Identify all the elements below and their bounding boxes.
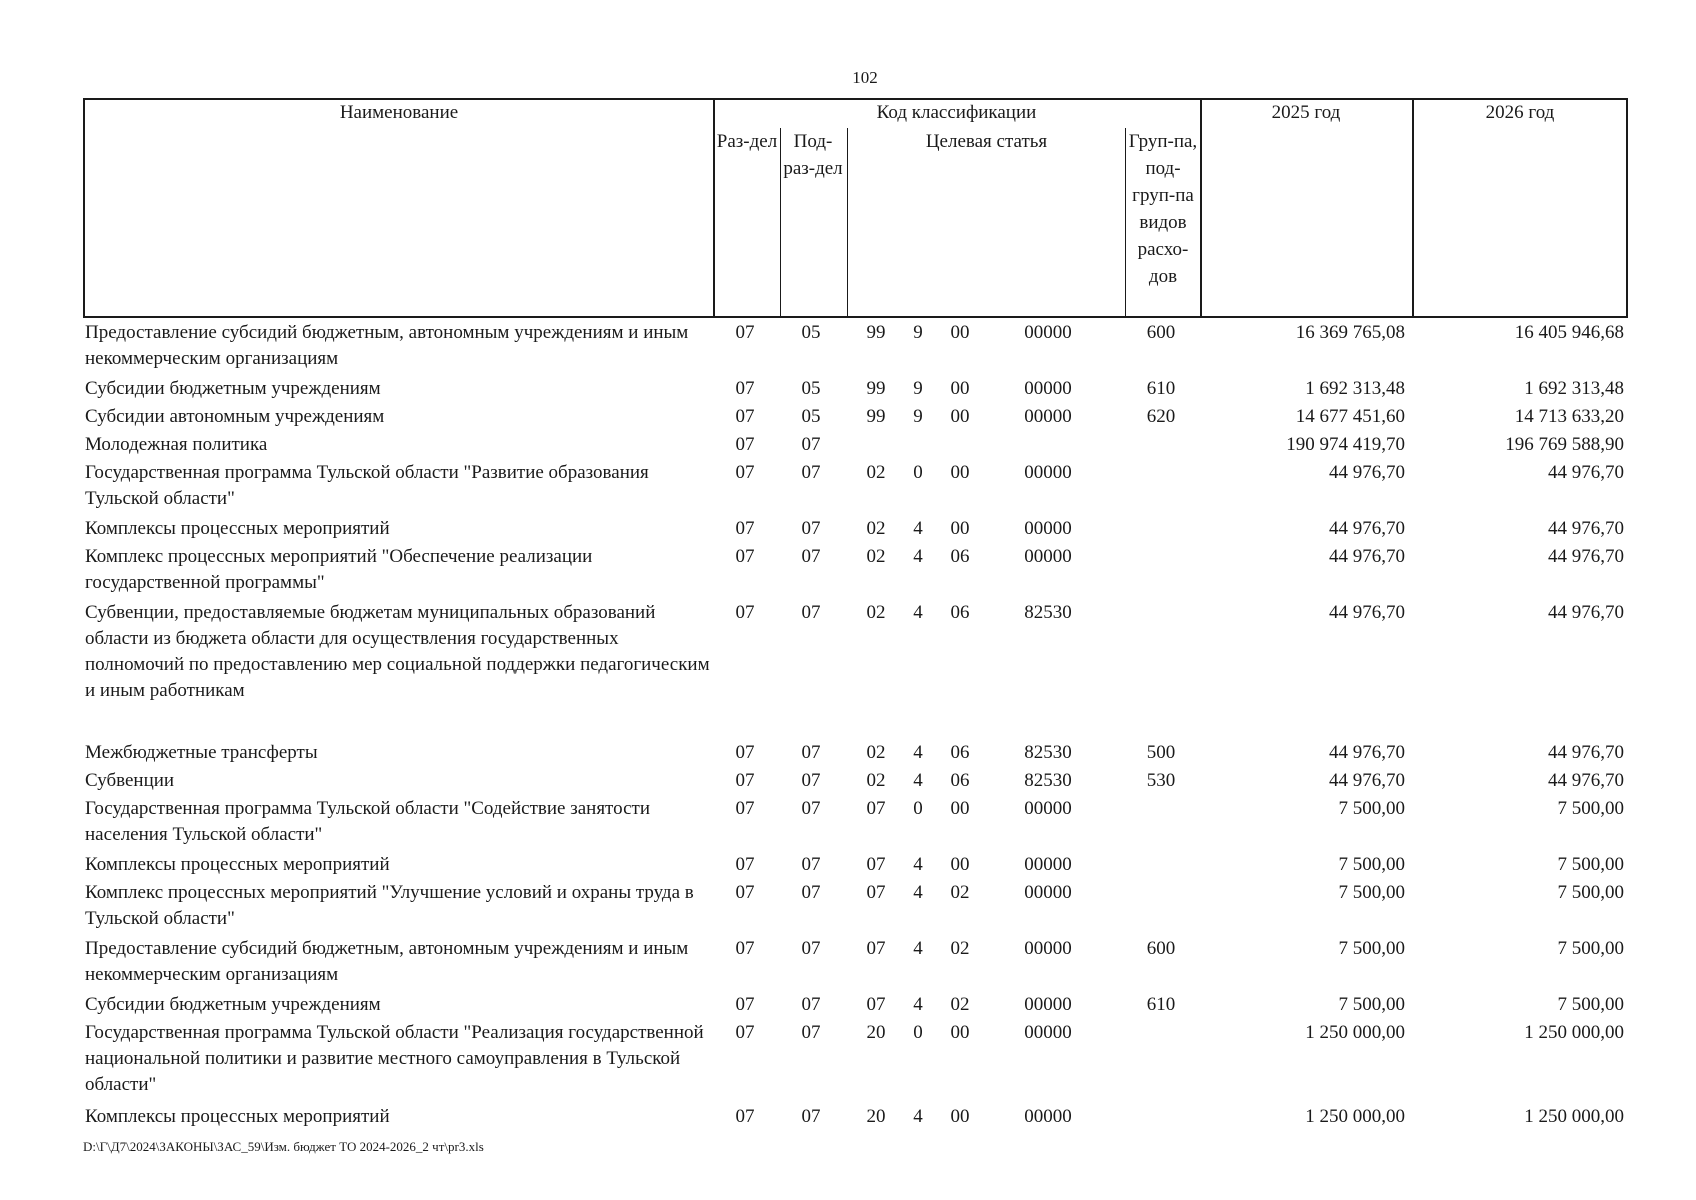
row-razdel: 07 xyxy=(735,518,755,539)
row-target-4: 00000 xyxy=(1024,798,1072,819)
row-target-1: 02 xyxy=(866,518,886,539)
row-target-3: 06 xyxy=(950,770,970,791)
row-podrazdel: 07 xyxy=(801,1106,821,1127)
row-value-2025: 7 500,00 xyxy=(1338,994,1405,1015)
row-razdel: 07 xyxy=(735,994,755,1015)
row-target-2: 4 xyxy=(913,602,923,623)
row-target-4: 00000 xyxy=(1024,462,1072,483)
row-podrazdel: 07 xyxy=(801,462,821,483)
row-value-2025: 14 677 451,60 xyxy=(1295,406,1405,427)
row-razdel: 07 xyxy=(735,602,755,623)
row-name: Государственная программа Тульской области "Развитие образования Тульской области" xyxy=(85,462,649,509)
row-name: Субсидии бюджетным учреждениям xyxy=(85,378,381,399)
row-name: Комплексы процессных мероприятий xyxy=(85,1106,390,1127)
row-value-2026: 7 500,00 xyxy=(1557,994,1624,1015)
row-razdel: 07 xyxy=(735,798,755,819)
row-target-3: 00 xyxy=(950,798,970,819)
row-value-2025: 44 976,70 xyxy=(1329,602,1405,623)
row-value-2026: 1 250 000,00 xyxy=(1524,1106,1624,1127)
row-razdel: 07 xyxy=(735,406,755,427)
row-target-4: 00000 xyxy=(1024,378,1072,399)
row-target-2: 9 xyxy=(913,378,923,399)
row-value-2026: 7 500,00 xyxy=(1557,854,1624,875)
divider xyxy=(847,128,848,316)
row-name: Комплексы процессных мероприятий xyxy=(85,854,390,875)
row-name: Межбюджетные трансферты xyxy=(85,742,318,763)
header-podrazdel: Под-раз-дел xyxy=(783,131,843,179)
row-podrazdel: 05 xyxy=(801,406,821,427)
header-code-group: Код классификации xyxy=(876,102,1037,123)
row-razdel: 07 xyxy=(735,742,755,763)
row-podrazdel: 07 xyxy=(801,882,821,903)
row-target-3: 00 xyxy=(950,406,970,427)
row-podrazdel: 07 xyxy=(801,518,821,539)
row-target-3: 06 xyxy=(950,602,970,623)
header-year-2025: 2025 год xyxy=(1271,102,1341,123)
row-value-2025: 1 250 000,00 xyxy=(1305,1106,1405,1127)
row-target-4: 82530 xyxy=(1024,770,1072,791)
row-value-2026: 44 976,70 xyxy=(1548,770,1624,791)
row-podrazdel: 07 xyxy=(801,994,821,1015)
row-value-2025: 44 976,70 xyxy=(1329,770,1405,791)
row-target-3: 00 xyxy=(950,1106,970,1127)
row-value-2026: 7 500,00 xyxy=(1557,938,1624,959)
row-target-1: 20 xyxy=(866,1106,886,1127)
header-year-2026: 2026 год xyxy=(1485,102,1555,123)
header-razdel: Раз-дел xyxy=(716,131,778,152)
row-target-1: 07 xyxy=(866,854,886,875)
row-target-4: 00000 xyxy=(1024,518,1072,539)
row-target-4: 00000 xyxy=(1024,994,1072,1015)
row-value-2026: 44 976,70 xyxy=(1548,602,1624,623)
row-group: 600 xyxy=(1146,322,1176,343)
row-razdel: 07 xyxy=(735,882,755,903)
row-podrazdel: 05 xyxy=(801,322,821,343)
row-target-2: 4 xyxy=(913,1106,923,1127)
row-target-2: 4 xyxy=(913,770,923,791)
row-target-1: 99 xyxy=(866,378,886,399)
row-target-4: 00000 xyxy=(1024,854,1072,875)
row-target-4: 00000 xyxy=(1024,406,1072,427)
row-target-3: 00 xyxy=(950,1022,970,1043)
row-razdel: 07 xyxy=(735,434,755,455)
row-value-2025: 7 500,00 xyxy=(1338,798,1405,819)
row-value-2026: 7 500,00 xyxy=(1557,882,1624,903)
row-target-1: 02 xyxy=(866,546,886,567)
row-target-2: 9 xyxy=(913,322,923,343)
row-value-2026: 44 976,70 xyxy=(1548,462,1624,483)
row-group: 620 xyxy=(1146,406,1176,427)
row-target-2: 0 xyxy=(913,798,923,819)
table-header xyxy=(83,98,1628,318)
row-value-2025: 44 976,70 xyxy=(1329,462,1405,483)
row-target-1: 07 xyxy=(866,938,886,959)
row-target-3: 00 xyxy=(950,518,970,539)
row-name: Молодежная политика xyxy=(85,434,268,455)
row-target-3: 02 xyxy=(950,994,970,1015)
row-podrazdel: 07 xyxy=(801,434,821,455)
row-podrazdel: 05 xyxy=(801,378,821,399)
row-value-2026: 196 769 588,90 xyxy=(1505,434,1624,455)
row-value-2026: 44 976,70 xyxy=(1548,742,1624,763)
row-target-3: 02 xyxy=(950,882,970,903)
row-target-1: 99 xyxy=(866,322,886,343)
row-podrazdel: 07 xyxy=(801,854,821,875)
row-razdel: 07 xyxy=(735,1106,755,1127)
row-target-3: 06 xyxy=(950,742,970,763)
row-podrazdel: 07 xyxy=(801,602,821,623)
row-value-2025: 44 976,70 xyxy=(1329,518,1405,539)
row-podrazdel: 07 xyxy=(801,1022,821,1043)
header-target: Целевая статья xyxy=(925,131,1048,152)
row-name: Комплекс процессных мероприятий "Обеспечение реализации государственной программы" xyxy=(85,546,593,593)
row-value-2025: 16 369 765,08 xyxy=(1295,322,1405,343)
divider xyxy=(780,128,781,316)
row-name: Субсидии автономным учреждениям xyxy=(85,406,385,427)
row-value-2026: 1 692 313,48 xyxy=(1524,378,1624,399)
row-value-2025: 1 692 313,48 xyxy=(1305,378,1405,399)
divider xyxy=(1125,128,1126,316)
row-name: Комплексы процессных мероприятий xyxy=(85,518,390,539)
row-target-4: 00000 xyxy=(1024,1106,1072,1127)
row-target-2: 4 xyxy=(913,518,923,539)
divider xyxy=(1200,100,1202,316)
row-target-1: 02 xyxy=(866,602,886,623)
row-razdel: 07 xyxy=(735,938,755,959)
row-value-2025: 190 974 419,70 xyxy=(1286,434,1405,455)
row-target-2: 4 xyxy=(913,882,923,903)
row-value-2026: 44 976,70 xyxy=(1548,546,1624,567)
row-name: Субсидии бюджетным учреждениям xyxy=(85,994,381,1015)
row-name: Предоставление субсидий бюджетным, автономным учреждениям и иным некоммерческим организациям xyxy=(85,322,689,369)
row-group: 600 xyxy=(1146,938,1176,959)
row-target-2: 4 xyxy=(913,938,923,959)
row-target-1: 02 xyxy=(866,770,886,791)
row-value-2025: 44 976,70 xyxy=(1329,546,1405,567)
row-target-1: 02 xyxy=(866,462,886,483)
row-target-4: 00000 xyxy=(1024,1022,1072,1043)
row-razdel: 07 xyxy=(735,546,755,567)
row-target-4: 82530 xyxy=(1024,602,1072,623)
row-target-3: 00 xyxy=(950,462,970,483)
row-target-2: 4 xyxy=(913,742,923,763)
row-target-2: 4 xyxy=(913,994,923,1015)
row-target-2: 4 xyxy=(913,854,923,875)
row-target-4: 00000 xyxy=(1024,938,1072,959)
row-target-1: 07 xyxy=(866,994,886,1015)
row-name: Субвенции xyxy=(85,770,175,791)
row-value-2025: 7 500,00 xyxy=(1338,938,1405,959)
row-podrazdel: 07 xyxy=(801,742,821,763)
row-razdel: 07 xyxy=(735,1022,755,1043)
row-name: Предоставление субсидий бюджетным, автономным учреждениям и иным некоммерческим организациям xyxy=(85,938,689,985)
row-razdel: 07 xyxy=(735,770,755,791)
row-target-3: 06 xyxy=(950,546,970,567)
row-razdel: 07 xyxy=(735,462,755,483)
row-group: 610 xyxy=(1146,378,1176,399)
divider xyxy=(1412,100,1414,316)
file-path-footer: D:\Г\Д7\2024\ЗАКОНЫ\ЗАС_59\Изм. бюджет ТО 2024-2026_2 чт\pr3.xls xyxy=(83,1139,484,1154)
row-target-2: 0 xyxy=(913,462,923,483)
row-name: Государственная программа Тульской области "Реализация государственной национальной политики и развитие местного самоуправления в Тульской области" xyxy=(85,1022,704,1095)
row-target-4: 82530 xyxy=(1024,742,1072,763)
row-target-1: 07 xyxy=(866,882,886,903)
row-value-2025: 44 976,70 xyxy=(1329,742,1405,763)
row-target-4: 00000 xyxy=(1024,882,1072,903)
row-target-2: 9 xyxy=(913,406,923,427)
row-value-2026: 44 976,70 xyxy=(1548,518,1624,539)
row-value-2026: 14 713 633,20 xyxy=(1514,406,1624,427)
row-group: 500 xyxy=(1146,742,1176,763)
row-target-3: 02 xyxy=(950,938,970,959)
row-target-1: 02 xyxy=(866,742,886,763)
row-target-4: 00000 xyxy=(1024,322,1072,343)
row-razdel: 07 xyxy=(735,322,755,343)
row-podrazdel: 07 xyxy=(801,938,821,959)
row-razdel: 07 xyxy=(735,378,755,399)
row-value-2026: 16 405 946,68 xyxy=(1514,322,1624,343)
row-name: Государственная программа Тульской области "Содействие занятости населения Тульской области" xyxy=(85,798,650,845)
row-target-1: 07 xyxy=(866,798,886,819)
page-number: 102 xyxy=(852,68,878,87)
row-target-3: 00 xyxy=(950,378,970,399)
header-name: Наименование xyxy=(339,102,459,123)
row-value-2025: 7 500,00 xyxy=(1338,854,1405,875)
row-target-3: 00 xyxy=(950,322,970,343)
row-value-2025: 7 500,00 xyxy=(1338,882,1405,903)
row-value-2026: 7 500,00 xyxy=(1557,798,1624,819)
row-target-4: 00000 xyxy=(1024,546,1072,567)
row-group: 610 xyxy=(1146,994,1176,1015)
row-value-2025: 1 250 000,00 xyxy=(1305,1022,1405,1043)
row-name: Комплекс процессных мероприятий "Улучшение условий и охраны труда в Тульской области" xyxy=(85,882,694,929)
row-name: Субвенции, предоставляемые бюджетам муниципальных образований области из бюджета области для осуществления государственных полномочий по предоставлению мер социальной поддержки педагогическим и иным работникам xyxy=(85,602,710,701)
row-razdel: 07 xyxy=(735,854,755,875)
row-target-2: 4 xyxy=(913,546,923,567)
row-target-2: 0 xyxy=(913,1022,923,1043)
row-target-1: 20 xyxy=(866,1022,886,1043)
header-group: Груп-па, под-груп-па видов расхо-дов xyxy=(1128,131,1198,287)
row-group: 530 xyxy=(1146,770,1176,791)
row-target-1: 99 xyxy=(866,406,886,427)
row-value-2026: 1 250 000,00 xyxy=(1524,1022,1624,1043)
row-podrazdel: 07 xyxy=(801,546,821,567)
row-target-3: 00 xyxy=(950,854,970,875)
row-podrazdel: 07 xyxy=(801,798,821,819)
row-podrazdel: 07 xyxy=(801,770,821,791)
